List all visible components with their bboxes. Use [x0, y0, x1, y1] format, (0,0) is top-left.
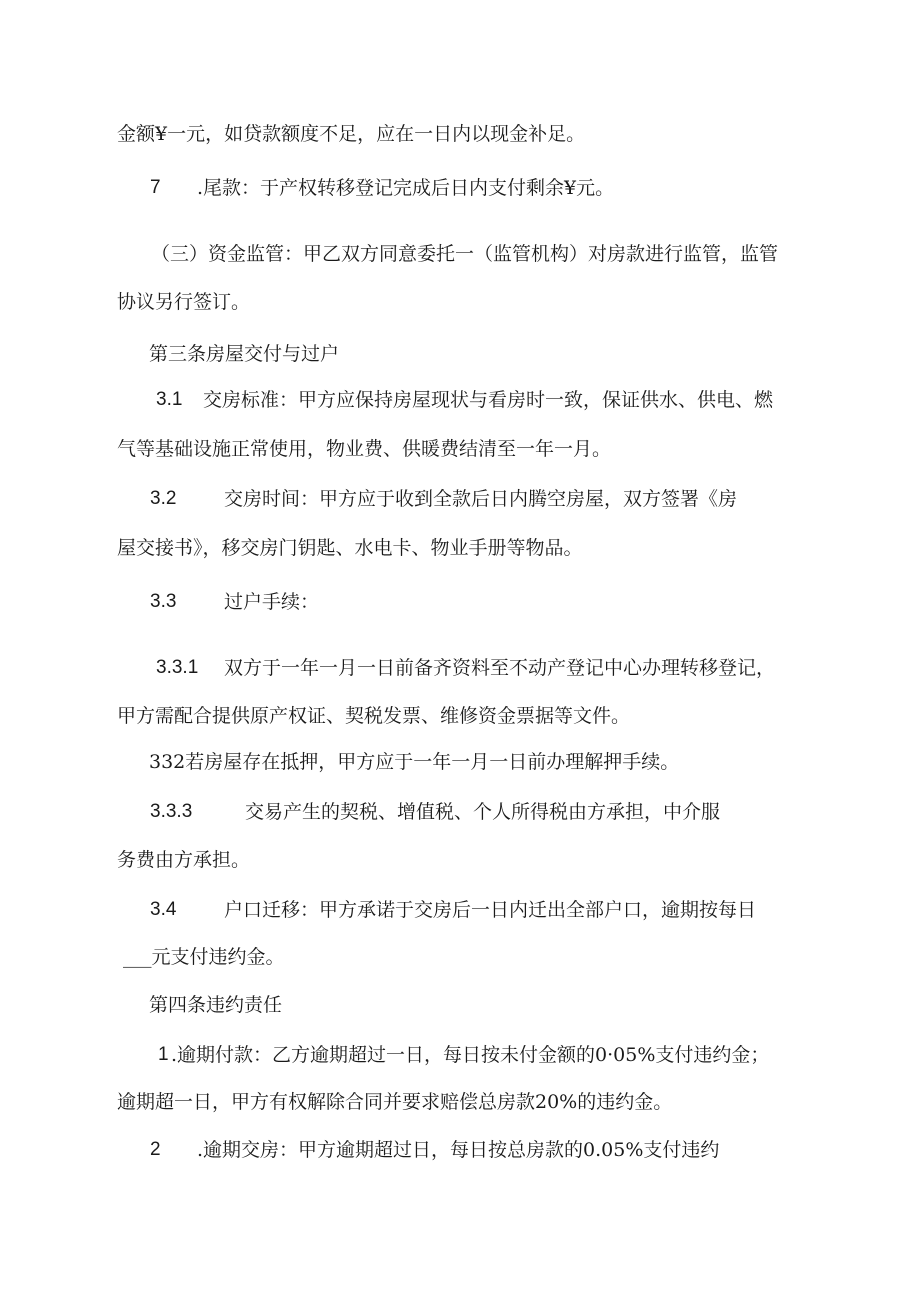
text-line: 屋交接书》，移交房门钥匙、水电卡、物业手册等物品。 — [117, 537, 583, 559]
text-line: .逾期交房：甲方逾期超过日，每日按总房款的0.05%支付违约 — [197, 1139, 720, 1161]
text-line: 交房标准：甲方应保持房屋现状与看房时一致，保证供水、供电、燃 — [203, 389, 774, 411]
clause-number: 2 — [150, 1139, 161, 1160]
section-heading: 第三条房屋交付与过户 — [149, 343, 340, 365]
clause-number: 1 — [158, 1044, 169, 1065]
clause-number: 3.3.1 — [156, 657, 199, 678]
text-line: 甲方需配合提供原产权证、契税发票、维修资金票据等文件。 — [117, 705, 631, 727]
text-line: 务费由方承担。 — [117, 849, 251, 871]
text-line: .逾期付款：乙方逾期超过一日，每日按未付金额的0·05%支付违约金； — [171, 1044, 770, 1066]
section-heading: 第四条违约责任 — [149, 994, 283, 1016]
clause-number: 3.4 — [150, 899, 177, 920]
text-line: 交房时间：甲方应于收到全款后日内腾空房屋，双方签署《房 — [224, 488, 738, 510]
text-line: 交易产生的契税、增值税、个人所得税由方承担，中介服 — [245, 801, 721, 823]
text-line: 协议另行签订。 — [117, 291, 251, 313]
text-line: 过户手续： — [224, 591, 320, 613]
text-line: 332若房屋存在抵押，甲方应于一年一月一日前办理解押手续。 — [149, 751, 680, 773]
clause-number: 3.3.3 — [150, 801, 193, 822]
clause-number: 3.3 — [150, 591, 177, 612]
clause-number: 3.1 — [156, 389, 183, 410]
text-line: 逾期超一日，甲方有权解除合同并要求赔偿总房款20%的违约金。 — [117, 1091, 673, 1113]
text-line: 户口迁移：甲方承诺于交房后一日内迁出全部户口，逾期按每日 — [224, 899, 757, 921]
text-line: 双方于一年一月一日前备齐资料至不动产登记中心办理转移登记， — [224, 657, 776, 679]
clause-number: 7 — [150, 177, 161, 198]
text-line: 金额¥一元，如贷款额度不足，应在一日内以现金补足。 — [117, 123, 586, 145]
text-line: 气等基础设施正常使用，物业费、供暖费结清至一年一月。 — [117, 438, 612, 460]
clause-number: 3.2 — [150, 488, 177, 509]
text-line: ___元支付违约金。 — [123, 946, 285, 968]
text-line: （三）资金监管：甲乙双方同意委托一（监管机构）对房款进行监管，监管 — [151, 243, 779, 265]
text-line: .尾款：于产权转移登记完成后日内支付剩余¥元。 — [197, 177, 615, 199]
